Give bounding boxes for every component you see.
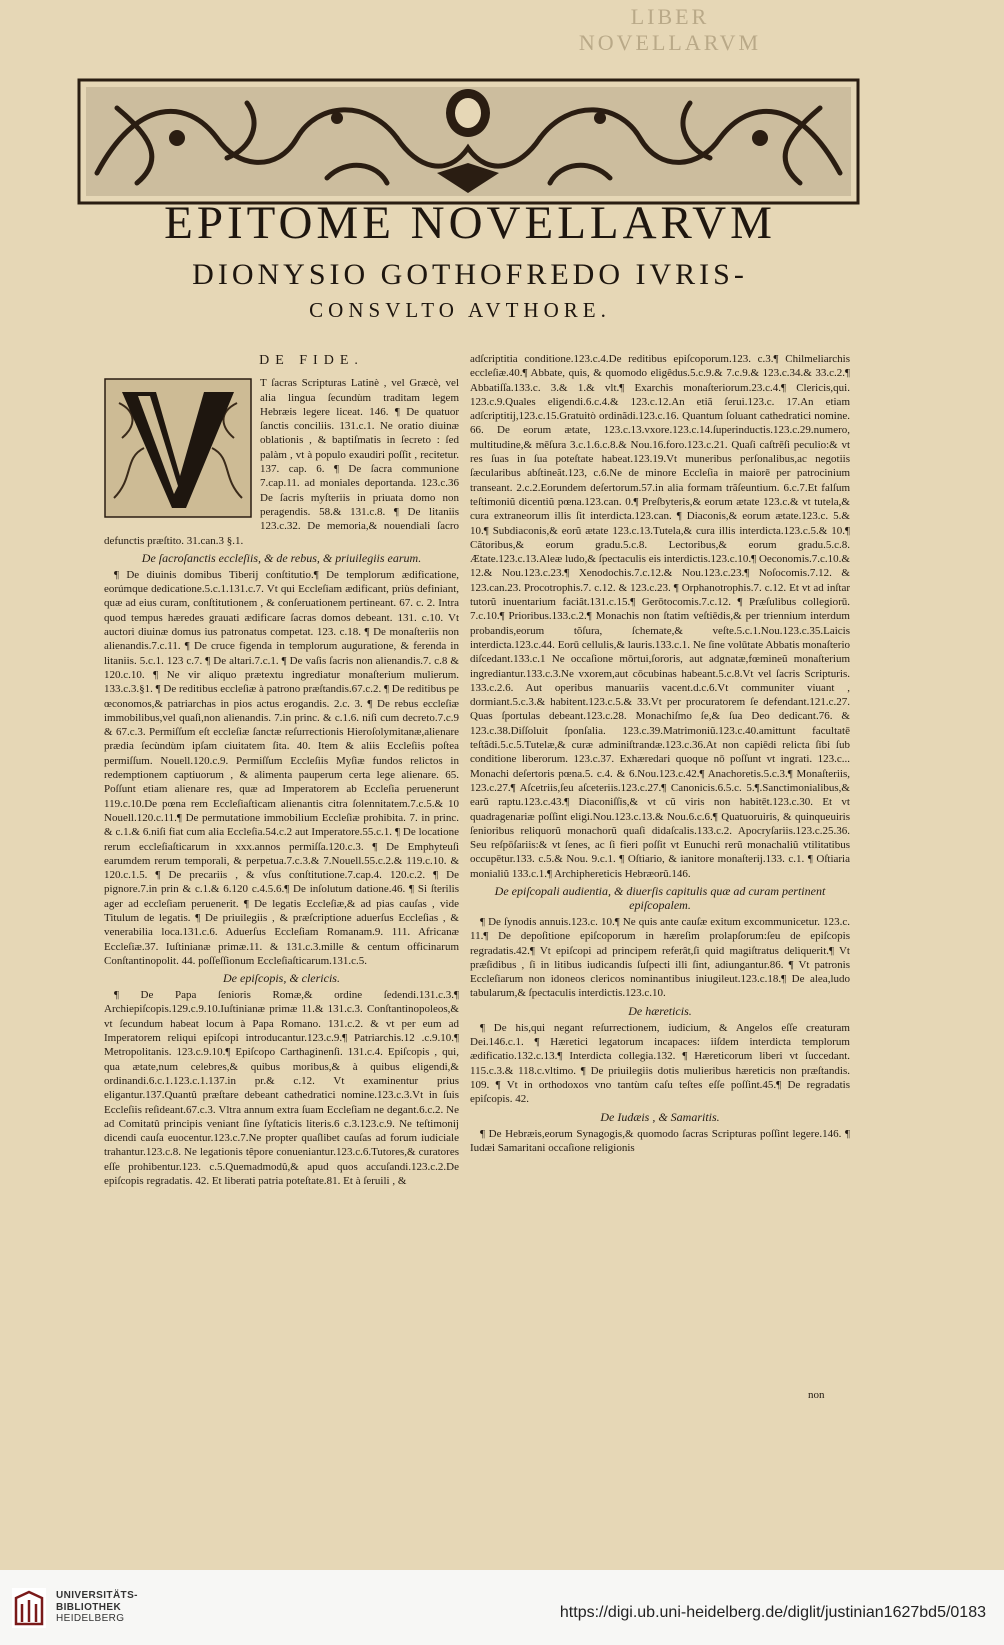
paragraph-audientia: ¶ De ſynodis annuis.123.c. 10.¶ Ne quis ante cauſæ exitum excommunicetur. 123.c. 11.¶ De depoſitione epiſcoporum in hæreſim prolapſorum:ſeu de epiſcopis regradatis.42.¶ Vt epiſcopi ad principem referât,ſi quid magiſtratus deliquerit.¶ Vt præſidibus , ſi in litibus iudicandis ſuſpecti illi ſint, adiungantur.86. ¶ Vt patronis Eccleſiarum non idoneos clericos nominantibus iniugileut.123.c.18.¶ De alea,ludo tabularum,& ſpectaculis interdictis.123.c.10. [470,915,850,1000]
viewer-footer [0,1570,1004,1645]
university-library-logo [12,1588,46,1628]
decorated-initial-v [104,378,252,518]
left-column [104,352,459,1412]
ornamental-headpiece [77,78,860,205]
paragraph-haereticis: ¶ De his,qui negant reſurrectionem, iudicium, & Angelos eſſe creaturam Dei.146.c.1. ¶ Hæretici legatorum incapaces: iiſdem interdicta templorum ædificatio.132.c.13.¶ Interdicta collegia.132. ¶ Hæreticorum liberi vt ſuccedant. 115.c.3.& 118.c.vltimo. ¶ De priuilegiis dotis mulieribus hæreticis non præſtandis. 109. ¶ Vt in orthodoxos vno tantùm caſu teſtes eſſe poſſint.45.¶ De regradatis epiſcopis. 42. [470,1021,850,1106]
subheading-de-sacrosanctis-ecclesiis: De ſacroſanctis eccleſiis, & de rebus, & priuilegiis earum. [141,550,422,565]
right-column [470,352,850,1402]
paragraph-clericis: adſcriptitia conditione.123.c.4.De reditibus epiſcoporum.123. c.3.¶ Chilmeliarchis eccleſiæ.40.¶ Abbate, quis, & quomodo eligêdus.5.c.9.& 7.c.9.& 123.c.34.& 33.c.2.¶ Abbatiſſa.133.c. 3.& 1.& vlt.¶ Exarchis monaſteriorum.23.c.4.¶ Clericis,qui. 123.c.9.Quales eligendi.6.c.4.& 123.c.12.An etiã ſerui.123.c. 17.An etiam adſcriptitij,123.c.15.Gratuitò ordinãdi.123.c.16. Quantum ſoluant cathedratici nomine. 66. De eorum ætate, 123.c.13.vxore.123.c.14.ſuperinductis.123.c.29.numero, multitudine,& mēſura 3.c.1.6.c.8.& Nou.16.foro.123.c.21. Quaſi caſtrēſi peculio:& vt res ſuas in ſua poteſtate habeat.123.19.Vt muneribus perſonalibus,ac negotiis ſæcularibus abſtineãt.123, c.6.Ne de minore Eccleſia in maiorē per patrocinium transeant. 2.c.2.Eorundem deſertorum.57.in alia formam trãſeuntium. 6.c.7.Et falſum teſtimoniũ dicentiũ pœna.123.can. 0.¶ Preſbyteris,& eorum ætate 123.c.& vt tutela,& cura extraneorum illis ſit interdicta.123.can. ¶ Diaconis,& eorum ætate.123.c. 5.& 10.¶ Subdiaconis,& eorũ ætate 123.c.13.Tutela,& cura illis interdicta.123.c.5.& 10.¶ Cãtoribus,& eorum gradu.5.c.8. Lectoribus,& eorum gradu.5.c.8. Ætate.123.c.13.Aleæ ludo,& ſpectaculis eis interdictis.123.c.10.¶ Oeconomis.7.c.10.& 12.& Nou.123.c.23.¶ Xenodochis.7.c.12.& Nou.123.c.23.¶ Noſocomis.7.12. & 123.can.23. Procotrophis.7. c.12. & 123.c.23. ¶ Orphanotrophis.7. c.12. Et vt ad inſtar tutorũ inuentarium faciât.131.c.15.¶ Gerōtocomis.7.c.12. ¶ Præſulibus collegiorū. 7.c.10.¶ Prioribus.133.c.2.¶ Monachis non ſtatim veſtiēdis,& per triennium interdum probandis,eorum tõſura, ſchemate,& veſte.5.c.1.Nou.123.c.35.Laicis interdicta.123.c.44. Eorū cellulis,& lauris.133.c.1. Ne ſine volūtate Abbatis monaſterio diſcedant.133.c.1 Ne occaſione mōrtui,ſororis, aut adgnatæ,fœmineũ monaſterium ingrediantur.133.c.3.Ne vxorem,aut cōcubinas habeant.5.c.8.Vt vel ſacris Scripturis. 133.c.2.6. Aut operibus manuariis vacent.d.c.6.Vt communiter viuant , dormiant.5.c.3.& habitent.123.c.5.& 33.Vt per procuratorem ſe defendant.121.c.27. Quas ſportulas debeant.123.c.28. Monachiſmo ſe,& ſua Deo dedicant.76. & 123.c.38.Diſſoluit ſponſalia. 123.c.39.Matrimoniũ.123.c.40.amittunt facultatē teſtãdi.5.c.5.Tutelæ,& curæ adminiſtrandæ.123.c.36.At non capiēdi relicta ſibi ſub conditione liberorum. 123.c.37. Exhæredari quoque nō poſſunt vt ingrati. 123.c... Monachi deſertoris pœna.5. c.4. & 6.Nou.123.c.42.¶ Anachoretis.5.c.3.¶ Monaſteriis, 123.c.27.¶ Aſcetriis,ſeu aſceteriis.123.c.27.¶ Canonicis.6.5.c. 5.¶.Sanctimonialibus,& earũ raptu.123.c.43.¶ Diaconiſſis,& vt cũ viris non habitēt.123.c.30. Et vt quadragenariæ poſſint eligi.Nou.123.c.13.& Nou.6.c.6.¶ Quatuoruiris, & quinqueuiris ſenioribus reliquorũ monachorũ quaſi didaſcalis.133.c.2. Apocryſariis.123.c.25.36. Seu reſpōſariis:& vt ſenes, ac ſi fieri poſſit vt Eunuchi rerũ monachaliũ vtilitatibus occupētur.133. c.5.& Nou. 9.c.1. ¶ Oſtiario, & ianitore monaſterij.133. c.1. ¶ Oſtiaria monialiũ 133.c.1.¶ Archiphereticis Hebræorũ.146. [470,353,850,880]
paragraph-episcopis: ¶ De Papa ſenioris Romæ,& ordine ſedendi.131.c.3.¶ Archiepiſcopis.129.c.9.10.Iuſtinianæ primæ 11.& 131.c.3. Conſtantinopoleos,& vt ſecundum habeat locum à Papa Romano. 131.c.2. & vt per eum ad Imperatorem reliqui epiſcopi introducantur.123.c.9.¶ Patriarchis.12 .c.9.10.¶ Metropolitanis. 123.c.9.10.¶ Epiſcopo Carthaginenſi. 131.c.4. Epiſcopis , qui, qua ætate,num celebres,& quibus moribus,& à quibus eligendi,& ordinandi.6.c.1.123.c.1.137.in pr.& c.12. Vt examinentur prius eligantur.137.Quantû præſtare debeant cathedratici nomine.123.c.3.Vt in ſuis Eccleſiis reſideant.67.c.3. Vltra annum extra ſuam Eccleſiam ne degant.6.c.2. Ne ad Comitatû principis veniant ſine ſyſtaticis literis.6 c.3.123.c.9. Ne teſtimonij dicendi cauſa euocentur.123.c.7.Ne propter quaſlibet cauſas ad forum iudiciale trahantur.123.c.8. Ne legationis têpore conueniantur.123.c.6.Tutores,& curatores eſſe prohibentur.123. c.5.Quemadmodû,& apud quos accuſandi.123.c.2.De epiſcopis regradatis. 42. Et liberati patria poteſtate.81. Et à ſeruili , & [104,989,459,1188]
permalink-url[interactable]: https://digi.ub.uni-heidelberg.de/diglit/justinian1627bd5/0183 [559,1604,986,1621]
paragraph-ecclesiis: ¶ De diuinis domibus Tiberij conſtitutio.¶ De templorum ædificatione, eorúmque dedicatione.5.c.1.131.c.7. Vt qui Eccleſiam ædificant, priùs definiant, quæ ad eius curam, conſtitutionem , & conſeruationem pertineant. 67. c. 2. Intra quod tempus hæredes grauati ædificare ſacras domos debeant. 131. c.10. Vt auctori diuinæ domus ius patronatus competat. 123. c.18. ¶ De monaſteriis non alienandis.7.c.11. ¶ De cruce figenda in templorum auguratione, & ferenda in litaniis. 5.c.1. 123 c.7. ¶ De altari.7.c.1. ¶ De vaſis ſacris non alienandis.7. c.8 & 120.c.10. ¶ Ne vir aliquo prætextu ingrediatur monaſterium mulierum. 133.c.3.§1. ¶ De reditibus eccleſiæ à patrono præſtandis.67.c.2. ¶ De reditibus pe œconomos,& patriarchas in pios actus erogandis. 2.c. 3. ¶ De rebus eccleſiæ immobilibus,vel quaſi,non alienandis. 7.in princ. & c.1.6. niſi cum decreto.7.c.9 & 67.c.3. Permiſſum eſt eccleſiæ ſanctæ reſurrectionis Hieroſolymitanæ,alienare prædia ſecùndùm ipſam ciuitatem ſita. 40. Item & aliis Eccleſiis poſtea permiſſum. Nouell.120.c.9. Permiſſum Eccleſiis Myſiæ fundos relictos in redemptionem captiuorum , & alimenta pauperum certa lege alienare. 65. Poſſunt etiam alienare res, quæ ad Imperatorem ab Eccleſia peruenerunt 119.c.10.De pœna rem Eccleſiaſticam alienantis citra ſolennitatem.7.c.5.& 10 Nouell.120.c.11.¶ De permutatione immobilium Eccleſiæ prohibita. 7. in princ. & c.1.& 6.niſi fiat cum alia Eccleſia.54.c.2 aut Imperatore.55.c.1. ¶ De locatione rerum eccleſiaſticarum in xxx.annos permiſſa.120.c.3. ¶ De Emphyteuſi earumdem rerum temporali, & perpetua.7.c.3.& 7.Nouell.55.c.2.& 119.c.10. & 120.c.1.5. ¶ De precariis , & vſus conſtitutione.7.cap.4. 120.c.2. ¶ De pignore.7.in prin & c.1.& 6.120 c.4.5.6.¶ De inſolutum datione.46. ¶ Si ſterilis ager ad eccleſiam peruenerit. ¶ De legatis Eccleſiæ,& ad pias cauſas , vide Titulum de legatis. ¶ De priuilegiis , & præſcriptione aduerſus Eccleſias , & venerabilia loca.131.c.6. Aduerſus Eccleſiam Romanam.9. 111. Africanæ Eccleſiæ.37. Iuſtinianæ primæ.11. & 131.c.3.mille & centum officinarum Conſtantinopolit. 44. poſſeſſionum Eccleſiaſticarum.131.c.5. [104,568,459,967]
title-line-1: EPITOME NOVELLARVM [164,197,776,249]
subheading-de-iudaeis: De Iudæis , & Samaritis. [600,1109,720,1124]
library-name-line-1: UNIVERSITÄTS- [56,1590,138,1601]
running-head-bleedthrough: LIBER NOVELLARVM [578,4,762,55]
section-title-de-fide: DE FIDE. [259,353,364,368]
catchword: non [808,1389,825,1401]
library-name-line-3: HEIDELBERG [56,1613,125,1624]
subheading-de-haereticis: De hæreticis. [628,1003,692,1018]
title-line-3: CONSVLTO AVTHORE. [309,298,611,322]
subheading-de-episcopali-audientia: De epiſcopali audientia, & diuerſis capitulis quæ ad curam pertinent epiſcopalem. [494,883,826,912]
subheading-de-episcopis: De epiſcopis, & clericis. [223,971,340,986]
paragraph-de-fide: T ſacras Scripturas Latinè , vel Græcè, vel alia lingua ſecundùm traditam legem Hebræis legere liceat. 146. ¶ De quatuor ſanctis conciliis. 131.c.1. Ne oratio diuinæ oblationis , & baptiſmatis in ſecreto : ſed palàm , vt à populo exaudiri poſſit , recitetur. 137. cap. 6. ¶ De ſacra communione 7.cap.11. ad moniales deportanda. 123.c.36 De ſacris myſteriis in priuata domo non peragendis. 58.& 131.c.8. ¶ De litaniis 123.c.32. De memoria,& nouendiali ſacro defunctis præſtito. 31.can.3 §.1. [104,377,459,547]
title-line-2: DIONYSIO GOTHOFREDO IVRIS- [192,258,748,291]
library-name [56,1590,138,1625]
paragraph-iudaeis: ¶ De Hebræis,eorum Synagogis,& quomodo ſacras Scripturas poſſint legere.146. ¶ Iudæi Samaritani occaſione religionis [470,1127,850,1154]
library-name-line-2: BIBLIOTHEK [56,1601,122,1613]
